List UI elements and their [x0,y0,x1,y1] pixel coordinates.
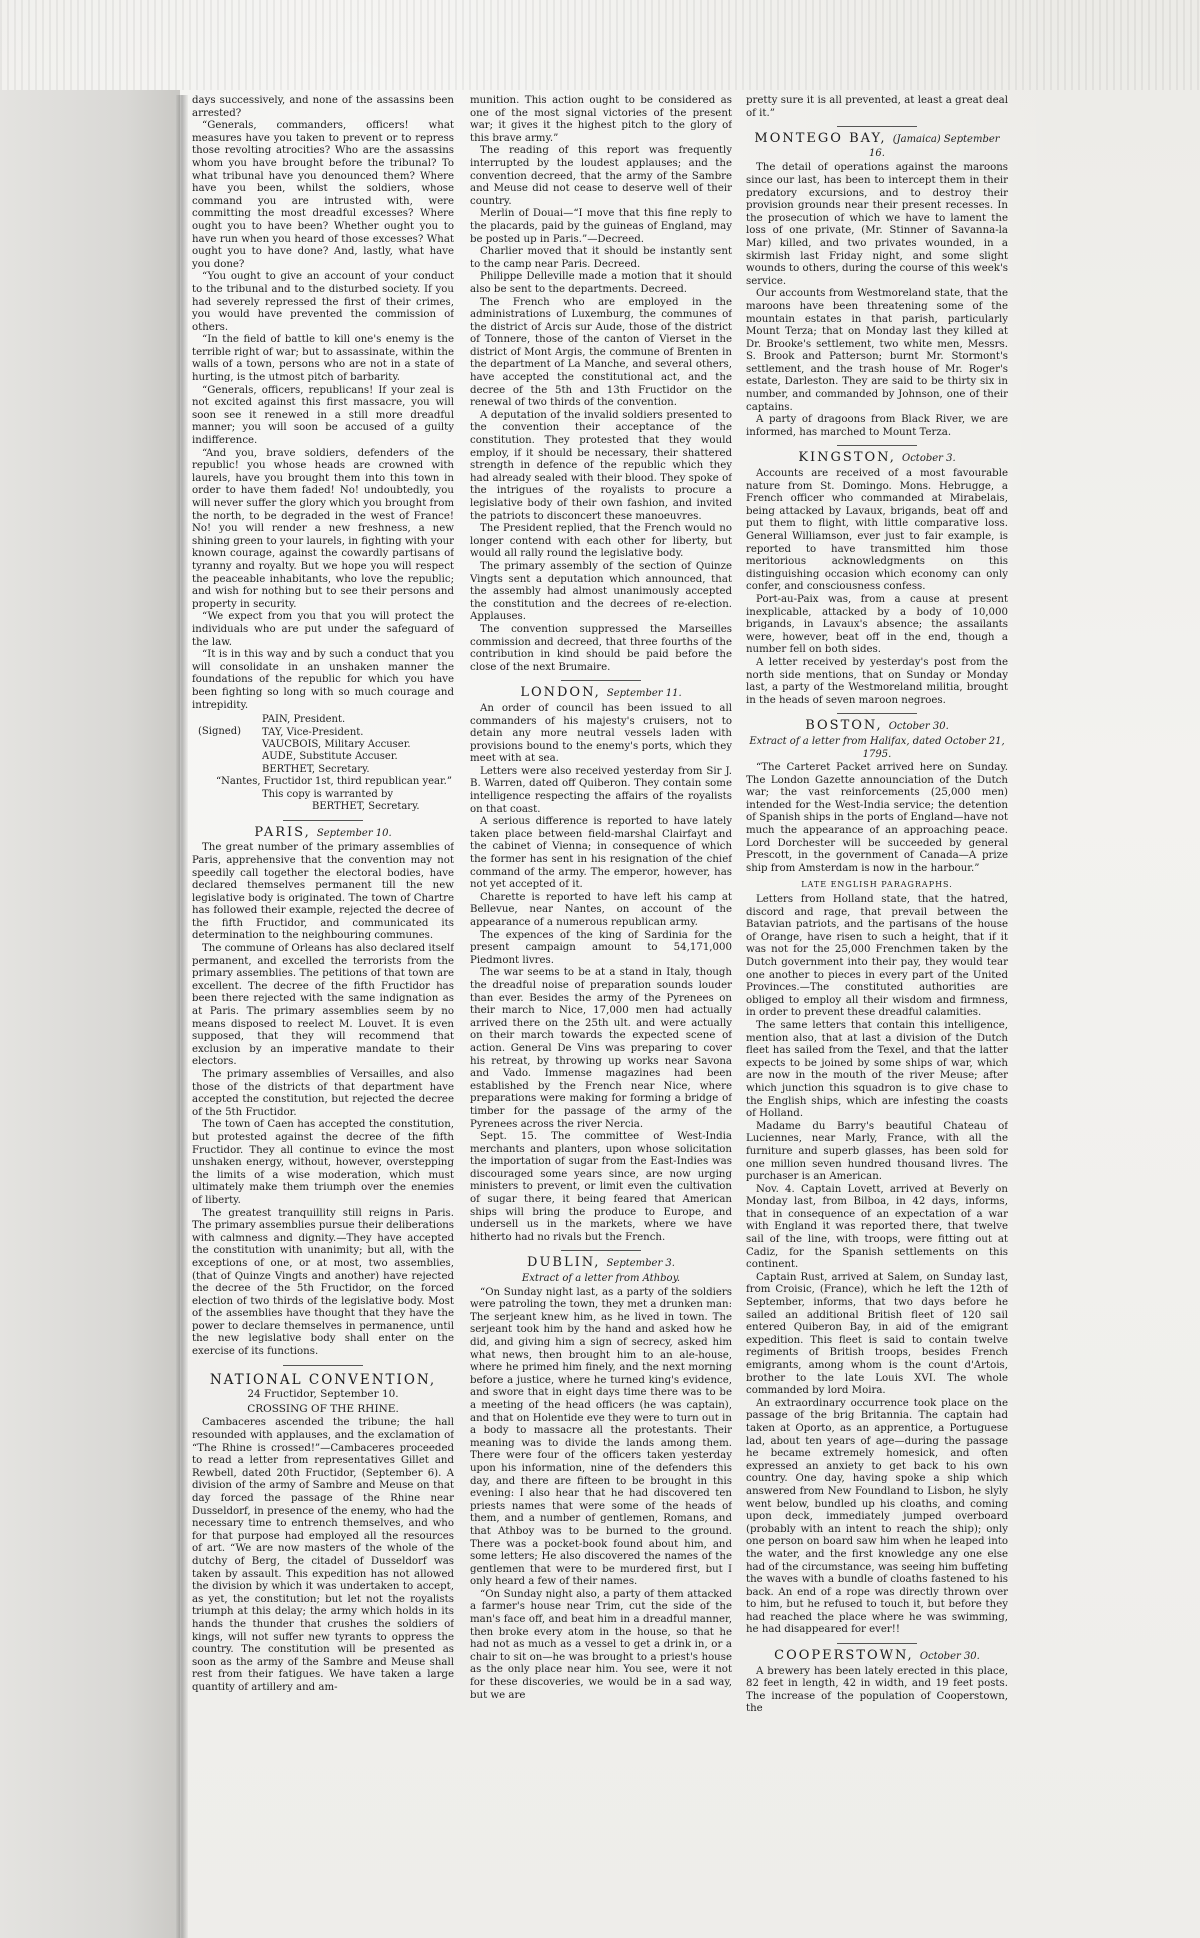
paragraph: days successively, and none of the assassins been arrested? [192,95,454,119]
signature-block [192,714,454,814]
dateline-montego-bay [746,133,1008,160]
paragraph: “We expect from you that you will protect the individuals who are put under the safeguard of the law. [192,611,454,648]
signature-line: BERTHET, Secretary. [262,763,370,775]
paragraph: “On Sunday night last, as a party of the soldiers were patroling the town, they met a drunken man: The serjeant knew him, as he lived in town. The serjeant took him by the hand and asked how he did, and giving him a sign of secrecy, asked him what news, then brought him to an ale-house, where he primed him finely, and the next morning before a justice, where he turned king's evidence, and swore that in eight days time there was to be a meeting of the head officers (he was captain), and that on Holentide eve they were to turn out in a body to massacre all the protestants. Their meaning was to divide the lands among them. There were four of the officers taken yesterday upon his information, nine of the defenders this day, and there are fifteen to be brought in this evening: I also hear that he had discovered ten priests names that were some of the heads of them, and a number of gentlemen, Romans, and that Athboy was to be burned to the ground. There was a pocket-book found about him, and some letters; He also discovered the names of the gentlemen that were to be murdered first, but I only heard a few of their names. [470,1286,732,1588]
dateline-place: KINGSTON, [798,450,896,466]
paragraph: The same letters that contain this intelligence, mention also, that at last a division of the Dutch fleet has sailed from the Texel, and that the latter expects to be joined by some ships of war, which are now in the mouth of the river Meuse; after which junction this squadron is to give chase to the English ships, which are infesting the coasts of Holland. [746,1019,1008,1120]
paragraph: “Generals, commanders, officers! what measures have you taken to prevent or to repress those revolting atrocities? Who are the assassins whom you have brought before the tribunal? To what tribunal have you denounced them? Where have you been, whilst the soldiers, whose command you are intrusted with, were committing the most dreadful excesses? Where ought you to have been? Whether ought you to have run when you heard of those excesses? What ought you to have done? And, lastly, what have you done? [192,120,454,270]
column-1 [192,95,454,1925]
paragraph: “And you, brave soldiers, defenders of the republic! you whose heads are crowned with laurels, have you brought them into this town in order to have them faded! No! undoubtedly, you will never suffer the glory which you brought from the north, to be degraded in the west of France! No! you will render a new freshness, a new shining green to your laurels, in fighting with your known courage, against the cowardly partisans of tyranny and royalty. But we hope you will respect the peaceable inhabitants, who love the republic; and wish for nothing but to see their persons and property in security. [192,447,454,610]
paragraph: A party of dragoons from Black River, we are informed, has marched to Mount Terza. [746,414,1008,438]
signature-line: AUDE, Substitute Accuser. [262,751,398,763]
boston-subhead: Extract of a letter from Halifax, dated October 21, 1795. [749,735,1005,760]
section-rule [561,1250,641,1251]
dateline-date: (Jamaica) September 16. [869,134,1000,159]
dateline-place: LONDON, [520,685,601,701]
dateline-place: DUBLIN, [527,1255,601,1271]
paragraph: Our accounts from Westmoreland state, that the maroons have been threatening some of the mountain estates in that parish, particularly Mount Terza; that on Monday last they killed at Dr. Brooke's settlement, two white men, Messrs. S. Brook and Patterson; burnt Mr. Stormont's settlement, and the trash house of Mr. Roger's estate, Darleston. They are said to be thirty six in number, and commanded by Johnson, one of their captains. [746,288,1008,413]
paragraph: An order of council has been issued to all commanders of his majesty's cruisers, not to detain any more neutral vessels laden with provisions bound to the enemy's ports, which they meet with at sea. [470,702,732,765]
paragraph: An extraordinary occurrence took place on the passage of the brig Britannia. The captain had taken at Oporto, as an apprentice, a Portuguese lad, about ten years of age—during the passage he became extremely homesick, and often expressed an anxiety to get back to his own country. One day, having spoke a ship which answered from New Foundland to Lisbon, he slyly went below, bundled up his cloaths, and coming upon deck, immediately jumped overboard (probably with an intent to reach the ship); only one person on board saw him when he leaped into the water, and the first knowledge any one else had of the circumstance, was seeing him buffeting the waves with a bundle of cloaths fastened to his back. An end of a rope was directly thrown over to him, but he refused to touch it, but before they had reached the place where he was swimming, he had disappeared for ever!! [746,1397,1008,1636]
section-rule [283,1365,363,1366]
paragraph: The war seems to be at a stand in Italy, though the dreadful noise of preparation sounds louder than ever. Besides the army of the Pyrenees on their march to Nice, 17,000 men had actually arrived there on the 25th ult. and were actually on their march towards the expected scene of action. General De Vins was preparing to cover his retreat, by throwing up works near Savona and Vado. Immense magazines had been established by the French near Nice, where preparations were making for forming a bridge of timber for the passage of the army of the Pyrenees across the river Nercia. [470,967,732,1130]
paragraph: “In the field of battle to kill one's enemy is the terrible right of war; but to assassinate, within the walls of a town, persons who are not in a state of hurting, is the utmost pitch of barbarity. [192,334,454,384]
paragraph: pretty sure it is all prevented, at least a great deal of it.” [746,95,1008,119]
dateline-place: MONTEGO BAY, [754,131,887,147]
scan-noise-band [0,0,1200,90]
column-2 [470,95,732,1925]
dateline-boston [746,720,1008,734]
paragraph: “Generals, officers, republicans! If your zeal is not excited against this first massacre, you will soon see it renewed in a still more dreadful manner; you will soon be accused of a guilty indifference. [192,384,454,447]
paragraph: The President replied, that the French would no longer contend with each other for liberty, but would all rally round the legislative body. [470,523,732,560]
signature-warrant: This copy is warranted by [262,788,394,800]
paragraph: The town of Caen has accepted the constitution, but protested against the decree of the fifth Fructidor. They all continue to evince the most unshaken energy, without, however, overstepping the limits of a wise moderation, which must ultimately make them triumph over the enemies of liberty. [192,1119,454,1206]
dateline-date: October 30. [888,721,949,733]
paragraph: The reading of this report was frequently interrupted by the loudest applauses; and the convention decreed, that the army of the Sambre and Meuse did not cease to deserve well of their country. [470,145,732,207]
paragraph: A brewery has been lately erected in this place, 82 feet in length, 42 in width, and 19 feet posts. The increase of the population of Cooperstown, the [746,1665,1008,1715]
paragraph: A deputation of the invalid soldiers presented to the convention their acceptance of the constitution. They protested that they would employ, if it should be necessary, their shattered strength in defence of the republic which they had already sealed with their blood. They spoke of the intrigues of the royalists to procure a legislative body of their own fashion, and invited the patriots to disconcert these manoeuvres. [470,409,732,522]
dateline-date: October 30. [919,1651,980,1663]
dateline-date: September 11. [606,688,682,700]
paragraph: Nov. 4. Captain Lovett, arrived at Beverly on Monday last, from Bilboa, in 42 days, informs, that in consequence of an expectation of a war with England it was reported there, that twelve sail of the line, with troops, were fitting out at Cadiz, for the Spanish settlements on this continent. [746,1183,1008,1271]
signature-line: PAIN, President. [262,714,346,726]
section-rule [837,445,917,446]
dateline-kingston [746,452,1008,466]
paragraph: Captain Rust, arrived at Salem, on Sunday last, from Croisic, (France), which he left the 12th of September, informs, that two days before he sailed an additional British fleet of 120 sail entered Quiberon Bay, in aid of the emigrant expedition. This fleet is said to contain twelve regiments of British troops, besides French emigrants, among whom is the count d'Artois, brother to the late Louis XVI. The whole commanded by lord Moira. [746,1271,1008,1397]
paragraph: “It is in this way and by such a conduct that you will consolidate in an unshaken manner the foundations of the republic for which you have been fighting so long with so much courage and intrepidity. [192,649,454,711]
paragraph: “You ought to give an account of your conduct to the tribunal and to the disturbed society. If you had severely repressed the first of their crimes, you would have prevented the commission of others. [192,271,454,333]
paragraph: The convention suppressed the Marseilles commission and decreed, that three fourths of the contribution in kind should be paid before the close of the next Brumaire. [470,623,732,673]
paragraph: A serious difference is reported to have lately taken place between field-marshal Clairfayt and the cabinet of Vienna; in consequence of which the former has sent in his resignation of the chief command of the army. The emperor, however, has not yet accepted of it. [470,816,732,891]
fold-shadow [176,95,188,1938]
paragraph: Merlin of Douai—“I move that this fine reply to the placards, paid by the guineas of England, may be posted up in Paris.”—Decreed. [470,208,732,245]
national-convention-heading: NATIONAL CONVENTION, [209,1371,437,1388]
section-rule [837,1643,917,1644]
dateline-paris [192,824,454,841]
paragraph: “On Sunday night also, a party of them attacked a farmer's house near Trim, cut the side of the man's face off, and beat him in a dreadful manner, then broke every atom in the house, so that he had not as much as a vessel to get a drink in, or a chair to sit on—he was brought to a priest's house as the only place near him. You see, were it not for these discoveries, we would be in a sad way, but we are [470,1588,732,1701]
paragraph: Madame du Barry's beautiful Chateau of Luciennes, near Marly, France, with all the furniture and superb glasses, has been sold for one million seven hundred thousand livres. The purchaser is an American. [746,1120,1008,1183]
paragraph: Letters from Holland state, that the hatred, discord and rage, that prevail between the Batavian patriots, and the partisans of the house of Orange, have risen to such a height, that if it was not for the 25,000 Frenchmen taken by the Dutch government into their pay, they would tear one another to pieces in every part of the United Provinces.—The constituted authorities are obliged to employ all their wisdom and firmness, in order to prevent these dreadful calamities. [746,894,1008,1019]
page-binding-margin [0,90,180,1938]
paragraph: Port-au-Paix was, from a cause at present inexplicable, attacked by a body of 10,000 brigands, in Lavaux's absence; the assailants were, however, beat off in the end, though a number fell on both sides. [746,593,1008,656]
signature-secretary: BERTHET, Secretary. [312,801,420,813]
paragraph: A letter received by yesterday's post from the north side mentions, that on Sunday or Monday last, a party of the Westmoreland militia, brought in the heads of seven maroon negroes. [746,656,1008,706]
dateline-place: COOPERSTOWN, [774,1648,914,1664]
section-rule [283,820,363,821]
paragraph: Charlier moved that it should be instantly sent to the camp near Paris. Decreed. [470,246,732,270]
section-rule [837,713,917,714]
paragraph: The commune of Orleans has also declared itself permanent, and excelled the terrorists from the primary assemblies. The petitions of that town are excellent. The decree of the fifth Fructidor has been there rejected with the same indignation as at Paris. The primary assemblies seem by no means disposed to reelect M. Louvet. It is even supposed, that they will recommend that exclusion by an imperative mandate to their electors. [192,943,454,1068]
section-rule [837,126,917,127]
national-convention-date: 24 Fructidor, September 10. [247,1388,399,1401]
dateline-date: September 3. [606,1258,675,1270]
dateline-london [470,687,732,701]
signed-label: (Signed) [198,726,242,738]
paragraph: Sept. 15. The committee of West-India merchants and planters, upon whose solicitation the importation of sugar from the East-Indies was discouraged some years since, are now urging ministers to prevent, or limit even the cultivation of sugar there, it being feared that American ships will bring the produce to Europe, and undersell us in the markets, where we have hitherto had no rivals but the French. [470,1131,732,1243]
paragraph: Letters were also received yesterday from Sir J. B. Warren, dated off Quiberon. They contain some intelligence respecting the affairs of the royalists on that coast. [470,765,732,815]
paragraph: “The Carteret Packet arrived here on Sunday. The London Gazette announciation of the Dutch war; the vast reinforcements (25,000 men) intended for the West-India service; the detention of Spanish ships in the ports of England—have not much the appearance of an approaching peace. Lord Dorchester will be succeeded by general Prescott, in the government of Canada—A prize ship from Amsterdam is now in the harbour.” [746,762,1008,874]
dateline-place: PARIS, [254,824,311,840]
section-rule [561,680,641,681]
paragraph: The French who are employed in the administrations of Luxemburg, the communes of the district of Arcis sur Aude, those of the district of Tonnere, those of the canton of Vierset in the district of Mont Argis, the commune of Brenten in the department of La Manche, and several others, have accepted the constitutional act, and the decree of the 5th and 13th Fructidor on the renewal of two thirds of the convention. [470,296,732,409]
dateline-date: September 10. [316,827,392,839]
dateline-date: October 3. [902,453,956,465]
paragraph: Philippe Delleville made a motion that it should also be sent to the departments. Decreed. [470,271,732,295]
paragraph: The primary assembly of the section of Quinze Vingts sent a deputation which announced, that the assembly had almost unanimously accepted the constitution and the decrees of re-election. Applauses. [470,560,732,623]
dateline-cooperstown [746,1650,1008,1664]
paragraph: The detail of operations against the maroons since our last, has been to intercept them in their predatory excursions, and to destroy their provision grounds near their present recesses. In the prosecution of which we have to lament the loss of one private, (Mr. Stinner of Savanna-la Mar) killed, and two privates wounded, in a skirmish last Friday night, and some slight wounds to others, during the course of this week's service. [746,162,1008,287]
paragraph: Charette is reported to have left his camp at Bellevue, near Nantes, on account of the appearance of a numerous republican army. [470,891,732,928]
late-english-heading: LATE ENGLISH PARAGRAPHS. [801,880,953,890]
paragraph: The great number of the primary assemblies of Paris, apprehensive that the convention may not speedily call together the electoral bodies, have declared themselves permanent till the new legislative body is originated. The town of Chartre has followed their example, rejected the decree of the fifth Fructidor, and communicated its determination to the neighbouring communes. [192,842,454,942]
paragraph: The expences of the king of Sardinia for the present campaign amount to 54,171,000 Piedmont livres. [470,929,732,966]
signature-note: “Nantes, Fructidor 1st, third republican year.” [216,776,452,788]
paragraph: The greatest tranquillity still reigns in Paris. The primary assemblies pursue their deliberations with calmness and dignity.—They have accepted the constitution with unanimity; but all, with the exceptions of one, or at most, two assemblies, (that of Quinze Vingts and another) have rejected the decree of the 5th Fructidor, on the forced election of two thirds of the legislative body. Most of the assemblies have thought that they have the power to declare themselves in permanence, until the new legislative body shall enter on the exercise of its functions. [192,1207,454,1358]
dateline-dublin [470,1257,732,1271]
signature-line: VAUCBOIS, Military Accuser. [262,738,411,750]
paragraph: munition. This action ought to be considered as one of the most signal victories of the present war; it gives it the highest pitch to the glory of this brave army.” [470,95,732,144]
paragraph: The primary assemblies of Versailles, and also those of the districts of that department have accepted the constitution, but rejected the decree of the 5th Fructidor. [192,1069,454,1118]
signature-line: TAY, Vice-President. [262,726,364,738]
column-3 [746,95,1008,1925]
paragraph: Cambaceres ascended the tribune; the hall resounded with applauses, and the exclamation of “The Rhine is crossed!”—Cambaceres proceeded to read a letter from representatives Gillet and Rewbell, dated 20th Fructidor, (September 6). A division of the army of Sambre and Meuse on that day forced the passage of the Rhine near Dusseldorf, in presence of the enemy, who had the necessary time to entrench themselves, and who for that purpose had employed all the resources of art. “We are now masters of the whole of the dutchy of Berg, the citadel of Dusseldorf was taken by assault. This expedition has not allowed the division by which it was undertaken to accept, as yet, the constitution; but let not the royalists triumph at this delay; the army which holds in its hands the thunder that crushes the soldiers of kings, will not suffer new tyrants to oppress the country. The constitution will be presented as soon as the army of the Sambre and Meuse shall rest from their fatigues. We have taken a large quantity of artillery and am- [192,1417,454,1693]
dublin-subhead: Extract of a letter from Athboy. [521,1273,681,1285]
crossing-rhine-subhead: CROSSING OF THE RHINE. [247,1402,399,1415]
paragraph: Accounts are received of a most favourable nature from St. Domingo. Mons. Hebrugge, a French officer who commanded at Mirabelais, being attacked by Lavaux, brigands, beat off and put them to flight, with little comparative loss. General Williamson, ever just to fair example, is reported to have transmitted him those meritorious acknowledgments on this distinguishing occasion which economy can only confer, and consciousness confess. [746,468,1008,593]
dateline-place: BOSTON, [805,718,883,734]
